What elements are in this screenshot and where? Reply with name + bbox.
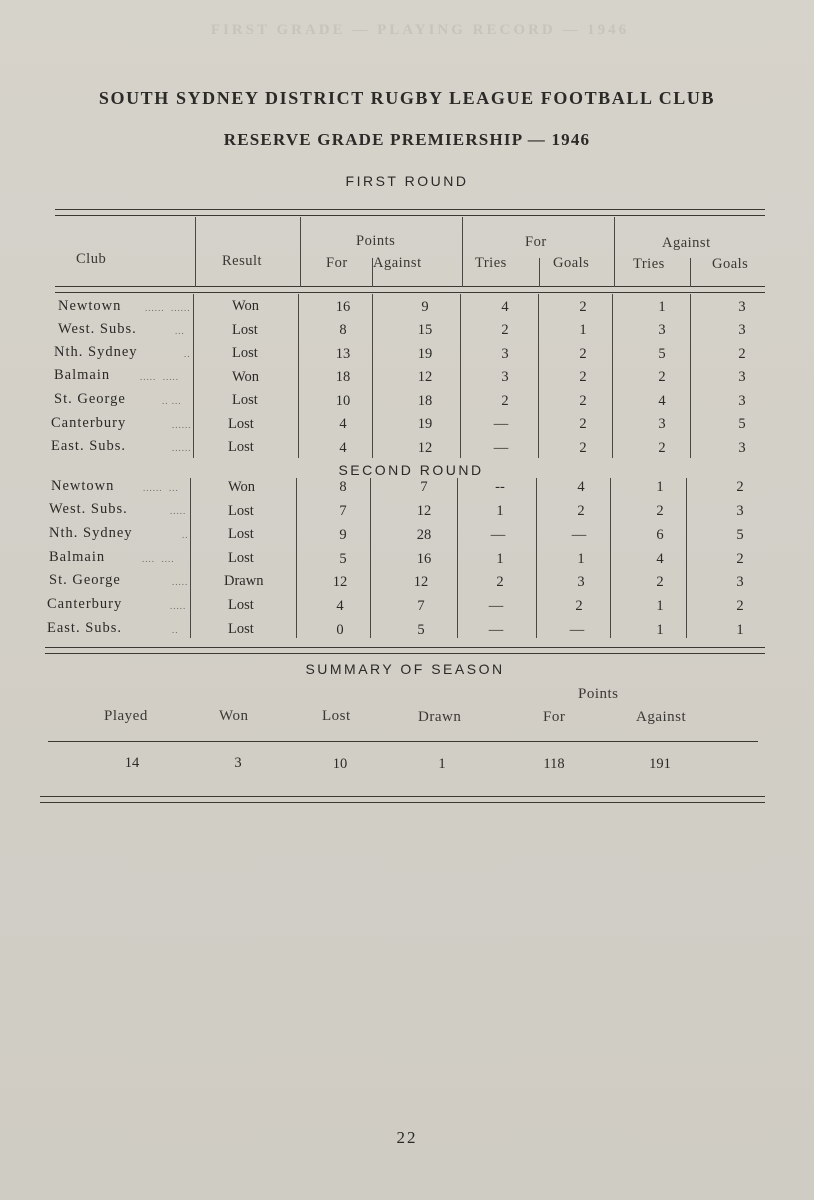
leader-dots: .. [172, 625, 179, 635]
for-tries: 2 [496, 574, 504, 590]
for-tries: 2 [501, 393, 509, 409]
for-goals: 2 [579, 346, 587, 362]
for-goals: 1 [579, 322, 587, 338]
result: Lost [232, 322, 258, 338]
body-divider-tries-2 [536, 478, 537, 638]
points-against: 19 [417, 416, 433, 432]
against-goals: 3 [738, 322, 746, 338]
summary-lost-label: Lost [322, 708, 351, 724]
for-goals: 2 [575, 598, 583, 614]
club-name: East. Subs. [51, 438, 127, 454]
against-tries: 2 [658, 369, 666, 385]
for-tries: — [490, 527, 506, 543]
body-divider-result-1 [298, 294, 299, 458]
points-against: 5 [417, 622, 425, 638]
against-tries: 1 [658, 299, 666, 315]
result: Lost [228, 550, 254, 566]
points-against: 12 [417, 369, 433, 385]
club-name: West. Subs. [58, 321, 137, 337]
top-rule-2 [55, 215, 765, 216]
summary-won-label: Won [219, 708, 249, 724]
club-name: Newtown [51, 478, 115, 494]
club-name: Nth. Sydney [54, 344, 138, 360]
for-goals: 2 [579, 393, 587, 409]
for-goals: 3 [577, 574, 585, 590]
result: Won [232, 369, 260, 385]
club-name: Nth. Sydney [49, 525, 133, 541]
header-rule-2 [55, 292, 765, 293]
points-for: 10 [335, 393, 351, 409]
against-tries: 6 [656, 527, 664, 543]
for-tries: 1 [496, 503, 504, 519]
result: Won [232, 298, 260, 314]
points-against: 7 [420, 479, 428, 495]
body-divider-club-2 [190, 478, 191, 638]
for-goals: 2 [579, 369, 587, 385]
result: Lost [232, 345, 258, 361]
for-goals: 2 [579, 299, 587, 315]
header-for-tries: Tries [475, 255, 507, 271]
result: Won [228, 479, 256, 495]
club-title: SOUTH SYDNEY DISTRICT RUGBY LEAGUE FOOTBALL CLUB [98, 88, 716, 108]
col-divider-points [462, 217, 463, 287]
summary-rule [48, 741, 758, 742]
body-divider-goals-1 [612, 294, 613, 458]
against-goals: 3 [738, 299, 746, 315]
header-points: Points [356, 233, 396, 249]
for-goals: 1 [577, 551, 585, 567]
col-divider-result [300, 217, 301, 287]
for-tries: — [488, 622, 504, 638]
points-against: 18 [417, 393, 433, 409]
leader-dots: ... [175, 326, 185, 336]
table-bottom-rule-1 [45, 647, 765, 648]
against-tries: 2 [658, 440, 666, 456]
result: Lost [232, 392, 258, 408]
for-tries: — [493, 416, 509, 432]
against-goals: 5 [736, 527, 744, 543]
for-goals: 4 [577, 479, 585, 495]
header-against-tries: Tries [633, 256, 665, 272]
against-tries: 2 [656, 503, 664, 519]
leader-dots: ...... ...... [145, 303, 191, 313]
result: Lost [228, 439, 254, 455]
result: Lost [228, 621, 254, 637]
header-against: Against [662, 235, 711, 251]
against-goals: 2 [736, 479, 744, 495]
for-goals: — [571, 527, 587, 543]
against-tries: 3 [658, 322, 666, 338]
body-divider-atries-1 [690, 294, 691, 458]
for-goals: 2 [577, 503, 585, 519]
first-round-heading: FIRST ROUND [345, 173, 469, 189]
against-tries: 5 [658, 346, 666, 362]
points-for: 8 [339, 479, 347, 495]
summary-played-label: Played [104, 708, 148, 724]
against-goals: 2 [736, 551, 744, 567]
header-points-against: Against [373, 255, 422, 271]
body-divider-result-2 [296, 478, 297, 638]
against-tries: 3 [658, 416, 666, 432]
against-goals: 2 [736, 598, 744, 614]
points-for: 4 [336, 598, 344, 614]
summary-lost-value: 10 [332, 756, 348, 772]
body-divider-points-2 [370, 478, 371, 638]
summary-heading: SUMMARY OF SEASON [305, 661, 505, 677]
club-name: Balmain [54, 367, 111, 383]
club-name: Canterbury [47, 596, 123, 612]
result: Lost [228, 416, 254, 432]
top-rule-1 [55, 209, 765, 210]
summary-points-label: Points [578, 686, 619, 702]
summary-for-label: For [543, 709, 566, 725]
club-name: Newtown [58, 298, 122, 314]
for-tries: — [493, 440, 509, 456]
summary-against-value: 191 [649, 756, 671, 772]
points-for: 13 [335, 346, 351, 362]
leader-dots: ...... [172, 420, 192, 430]
page-number: 22 [396, 1128, 418, 1147]
for-tries: 4 [501, 299, 509, 315]
against-goals: 3 [738, 369, 746, 385]
for-tries: 3 [501, 369, 509, 385]
points-against: 15 [417, 322, 433, 338]
for-tries: — [488, 598, 504, 614]
against-goals: 3 [738, 393, 746, 409]
for-tries: -- [495, 479, 505, 495]
club-name: St. George [54, 391, 126, 407]
body-divider-club-1 [193, 294, 194, 458]
body-divider-atries-2 [686, 478, 687, 638]
points-for: 4 [339, 440, 347, 456]
header-club: Club [76, 251, 107, 267]
against-tries: 4 [658, 393, 666, 409]
points-against: 12 [413, 574, 429, 590]
second-round-heading: SECOND ROUND [338, 462, 484, 478]
body-divider-goals-2 [610, 478, 611, 638]
points-for: 16 [335, 299, 351, 315]
leader-dots: ..... ..... [140, 372, 179, 382]
leader-dots: .. [182, 530, 189, 540]
points-against: 12 [416, 503, 432, 519]
header-for: For [525, 234, 547, 250]
leader-dots: ...... ... [143, 483, 179, 493]
summary-against-label: Against [636, 709, 687, 725]
points-for: 0 [336, 622, 344, 638]
leader-dots: ...... [172, 443, 192, 453]
club-name: West. Subs. [49, 501, 128, 517]
summary-bottom-rule-2 [40, 802, 765, 803]
points-for: 8 [339, 322, 347, 338]
col-divider-club [195, 217, 196, 287]
header-points-for: For [326, 255, 348, 271]
result: Lost [228, 526, 254, 542]
points-against: 16 [416, 551, 432, 567]
header-against-goals: Goals [712, 256, 749, 272]
col-divider-against-sub [690, 258, 691, 287]
against-goals: 3 [738, 440, 746, 456]
club-name: East. Subs. [47, 620, 123, 636]
against-goals: 2 [738, 346, 746, 362]
summary-drawn-value: 1 [438, 756, 446, 772]
header-result: Result [222, 253, 263, 269]
table-bottom-rule-2 [45, 653, 765, 654]
header-rule-1 [55, 286, 765, 287]
against-tries: 2 [656, 574, 664, 590]
club-name: St. George [49, 572, 121, 588]
against-tries: 4 [656, 551, 664, 567]
points-for: 5 [339, 551, 347, 567]
points-against: 28 [416, 527, 432, 543]
body-divider-pa-2 [457, 478, 458, 638]
body-divider-points-1 [372, 294, 373, 458]
for-goals: 2 [579, 440, 587, 456]
leader-dots: .... .... [142, 554, 175, 564]
against-tries: 1 [656, 598, 664, 614]
points-against: 19 [417, 346, 433, 362]
result: Drawn [224, 573, 264, 589]
body-divider-pa-1 [460, 294, 461, 458]
against-goals: 3 [736, 574, 744, 590]
points-against: 7 [417, 598, 425, 614]
col-divider-for-sub [539, 258, 540, 287]
against-goals: 5 [738, 416, 746, 432]
leader-dots: .. ... [162, 396, 182, 406]
summary-drawn-label: Drawn [418, 709, 462, 725]
leader-dots: ..... [170, 601, 187, 611]
leader-dots: ..... [172, 577, 189, 587]
summary-bottom-rule-1 [40, 796, 765, 797]
points-for: 12 [332, 574, 348, 590]
result: Lost [228, 503, 254, 519]
body-divider-tries-1 [538, 294, 539, 458]
points-against: 12 [417, 440, 433, 456]
points-for: 18 [335, 369, 351, 385]
col-divider-for [614, 217, 615, 287]
club-name: Balmain [49, 549, 106, 565]
summary-won-value: 3 [234, 755, 242, 771]
against-tries: 1 [656, 479, 664, 495]
leader-dots: .. [184, 349, 191, 359]
points-against: 9 [421, 299, 429, 315]
summary-for-value: 118 [543, 756, 565, 772]
result: Lost [228, 597, 254, 613]
against-tries: 1 [656, 622, 664, 638]
summary-played-value: 14 [124, 755, 140, 771]
header-for-goals: Goals [553, 255, 590, 271]
for-tries: 1 [496, 551, 504, 567]
bleed-through-text: FIRST GRADE — PLAYING RECORD — 1946 [210, 22, 630, 38]
club-name: Canterbury [51, 415, 127, 431]
points-for: 7 [339, 503, 347, 519]
points-for: 4 [339, 416, 347, 432]
col-divider-points-sub [372, 258, 373, 287]
against-goals: 3 [736, 503, 744, 519]
against-goals: 1 [736, 622, 744, 638]
premiership-title: RESERVE GRADE PREMIERSHIP — 1946 [223, 130, 591, 149]
for-tries: 2 [501, 322, 509, 338]
leader-dots: ..... [170, 506, 187, 516]
for-tries: 3 [501, 346, 509, 362]
points-for: 9 [339, 527, 347, 543]
for-goals: 2 [579, 416, 587, 432]
for-goals: — [569, 622, 585, 638]
